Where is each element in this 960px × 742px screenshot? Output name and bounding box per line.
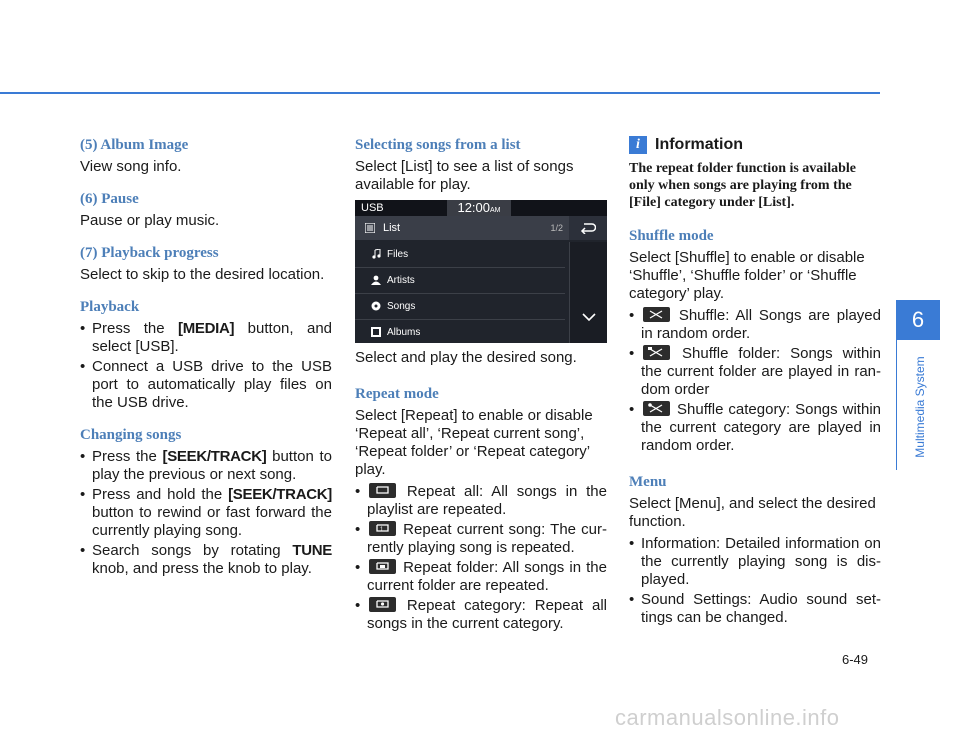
pause-text: Pause or play music. [80,212,220,229]
list-item: • Shuffle: All Songs are played in random order. [629,307,881,343]
repeat-icon [369,483,396,498]
screen-list-label: List [383,222,401,234]
screen-caption: Select and play the desired song. [355,349,577,366]
information-text: The repeat folder function is available only when songs are playing from the [File] category under [List]. [629,161,856,210]
changing-songs-list [80,448,332,578]
list-item: • Search songs by rotating TUNE knob, and press the knob to play. [80,542,332,578]
screen-row-files[interactable]: Files [355,243,565,268]
seek-track-button-label: [SEEK/TRACK] [162,448,267,465]
shuffle-icon [643,307,670,322]
screen-status-bar [355,200,607,216]
screen-page-indicator: 1/2 [550,223,563,233]
progress-heading: (7) Playback progress [80,245,219,261]
column-3 [629,136,881,641]
usb-list-screen [355,200,607,343]
list-icon [365,223,375,233]
screen-row-albums[interactable]: Albums [355,321,565,343]
screen-list-header[interactable] [355,216,569,240]
screen-clock: 12:00AM [447,200,511,216]
seek-track-button-label: [SEEK/TRACK] [228,486,332,503]
person-icon [371,275,381,285]
menu-heading: Menu [629,474,667,490]
shuffle-icon [643,401,670,416]
chapter-tab: 6 [896,300,940,340]
chapter-tab-rule [896,340,897,470]
screen-row-artists[interactable]: Artists [355,269,565,294]
progress-text: Select to skip to the desired location. [80,266,325,283]
top-rule [0,92,880,94]
shuffle-mode-text: Select [Shuffle] to enable or disable ‘Shuffle’, ‘Shuffle folder’ or ‘Shuffle category’ play. [629,249,865,302]
screen-source: USB [361,202,384,214]
list-item: • Shuffle category: Songs within the current category are played in random order. [629,401,881,455]
music-note-icon [371,249,381,259]
repeat-mode-heading: Repeat mode [355,386,439,402]
info-icon: i [629,136,647,154]
media-button-label: [MEDIA] [178,320,235,337]
tune-knob-label: TUNE [292,542,332,559]
album-image-text: View song info. [80,158,182,175]
chapter-title: Multimedia System [913,356,927,458]
shuffle-icon [643,345,670,360]
screen-scroll-area[interactable] [569,242,607,343]
shuffle-mode-list [629,307,881,455]
svg-text:1: • 1 [380,527,384,533]
list-item: • Sound Settings: Audio sound set-tings can be changed. [629,591,881,627]
shuffle-mode-heading: Shuffle mode [629,228,714,244]
list-item: • Repeat all: All songs in the playlist are repeated. [355,483,607,519]
changing-songs-heading: Changing songs [80,427,182,443]
album-icon [371,327,381,337]
menu-list [629,535,881,627]
watermark: carmanualsonline.info [615,705,840,730]
page-number: 6-49 [842,652,869,667]
list-item: • Repeat category: Repeat all songs in the current category. [355,597,607,633]
repeat-icon [369,597,396,612]
list-item: • Connect a USB drive to the USB port to automatically play files on the USB drive. [80,358,332,412]
disc-icon [371,301,381,311]
screen-row-songs[interactable]: Songs [355,295,565,320]
menu-text: Select [Menu], and select the desired function. [629,495,876,530]
information-title: i Information [629,136,881,154]
list-item: • Information: Detailed information on the currently playing song is dis-played. [629,535,881,589]
list-item: • Press the [MEDIA] button, and select [USB]. [80,320,332,356]
column-1 [80,136,332,592]
back-icon [580,222,596,234]
screen-back-button[interactable] [569,216,607,240]
repeat-icon [369,521,396,536]
repeat-mode-text: Select [Repeat] to enable or disable ‘Repeat all’, ‘Repeat current song’, ‘Repeat folder’ or ‘Repeat category’ play. [355,407,593,478]
selecting-songs-text: Select [List] to see a list of songs available for play. [355,158,574,193]
repeat-icon [369,559,396,574]
list-item: • 1 Repeat current song: The cur-rently playing song is repeated. [355,521,607,557]
album-image-heading: (5) Album Image [80,137,189,153]
list-item: • Press and hold the [SEEK/TRACK] button to rewind or fast forward the currently playing song. [80,486,332,540]
chevron-down-icon[interactable] [582,312,596,322]
list-item: • Repeat folder: All songs in the current folder are repeated. [355,559,607,595]
list-item: • Shuffle folder: Songs within the current folder are played in ran-dom order [629,345,881,399]
selecting-songs-heading: Selecting songs from a list [355,137,521,153]
column-2 [355,136,607,647]
playback-list [80,320,332,412]
playback-heading: Playback [80,299,140,315]
list-item: • Press the [SEEK/TRACK] button to play the previous or next song. [80,448,332,484]
repeat-mode-list [355,483,607,633]
pause-heading: (6) Pause [80,191,139,207]
